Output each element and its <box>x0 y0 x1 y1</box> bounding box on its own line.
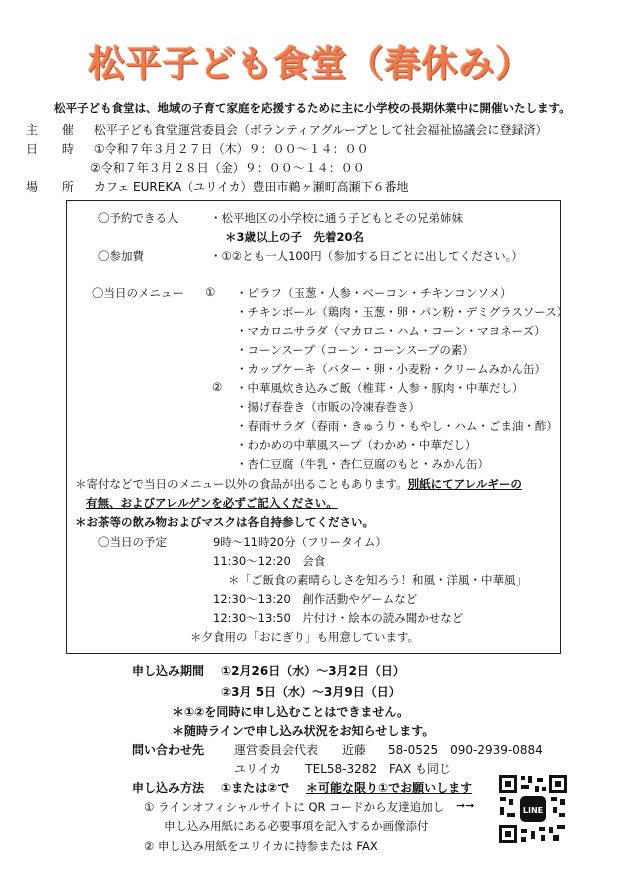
page-title: 松平子ども食堂（春休み） <box>88 44 533 85</box>
schedule-label: 〇当日の予定 <box>98 535 167 549</box>
drinks-note: ＊お茶等の飲み物およびマスクは各自持参してください。 <box>75 515 374 529</box>
menu-2-mark: ② <box>212 380 223 394</box>
contact-label: 問い合わせ先 <box>132 743 205 757</box>
contact-2: ユリイカ TEL58-3282 FAX も同じ <box>234 762 452 776</box>
menu-2-item: ・わかめの中華風スープ（わかめ・中華だし） <box>236 438 477 452</box>
menu-1-item: ・コーンスープ（コーン・コーンスープの素） <box>236 343 474 357</box>
host-row <box>26 121 548 138</box>
menu-2-item: ・春雨サラダ（春雨・きゅうり・もやし・ハム・ごま油・酢） <box>236 419 558 433</box>
method-1b: 申し込み用紙にある必要事項を記入するか画像添付 <box>164 819 429 833</box>
menu-label: 〇当日のメニュー <box>92 286 184 300</box>
place-label: 場 所 <box>26 180 84 194</box>
menu-1-mark: ① <box>205 285 216 299</box>
qr-line-text: LINE <box>522 806 544 815</box>
host-value: 松平子ども食堂運営委員会（ボランティアグループとして社会福祉協議会に登録済） <box>93 123 548 137</box>
schedule-item: 11:30～12:20 会食 <box>213 554 326 568</box>
schedule-item: 9時～11時20分（フリータイム） <box>213 535 387 549</box>
schedule-note: ＊夕食用の「おにぎり」も用意しています。 <box>190 630 420 644</box>
eligible-note: ＊3歳以上の子 先着20名 <box>225 230 365 244</box>
allergy-note: 別紙にてアレルギーの <box>407 477 522 491</box>
apply-note-1: ＊①②を同時に申し込むことはできません。 <box>172 705 410 719</box>
host-label: 主 催 <box>26 123 84 137</box>
note-donation <box>75 476 522 492</box>
method-note: ＊可能な限り①でお願いします <box>306 781 473 795</box>
place-value: カフェ EUREKA（ユリイカ）豊田市鵜ヶ瀬町高瀬下６番地 <box>93 180 409 194</box>
line-qr-code-icon[interactable] <box>497 773 569 845</box>
menu-1-item: ・カップケーキ（バター・卵・小麦粉・クリームみかん缶） <box>236 362 547 376</box>
apply-note-2: ＊随時ラインで申し込み状況をお知らせします。 <box>172 724 435 738</box>
eligible-label: 〇予約できる人 <box>98 211 179 225</box>
note-donation-text: ＊寄付などで当日のメニュー以外の食品が出ることもあります。 <box>75 477 408 491</box>
menu-1-item: ・マカロニサラダ（マカロニ・ハム・コーン・マヨネーズ） <box>236 324 546 338</box>
method-label: 申し込み方法 <box>132 781 205 795</box>
contact-1-tel: 58-0525 090-2939-0884 <box>388 743 543 757</box>
eligible-value: ・松平地区の小学校に通う子どもとその兄弟姉妹 <box>210 211 463 225</box>
schedule-item: 12:30～13:20 創作活動やゲームなど <box>213 592 418 606</box>
fee-label: 〇参加費 <box>98 249 144 263</box>
date-label: 日 時 <box>26 142 84 156</box>
schedule-item: ＊「ご飯食の素晴らしさを知ろう！和風・洋風・中華風」 <box>228 573 527 587</box>
date-1: ①令和７年３月２７日（木）９：００～１４：００ <box>93 142 369 156</box>
intro-text: 松平子ども食堂は、地域の子育て家庭を応援するために主に小学校の長期休業中に開催いたします。 <box>54 101 571 115</box>
menu-2-item: ・杏仁豆腐（牛乳・杏仁豆腐のもと・みかん缶） <box>236 457 489 471</box>
fee-value: ・①②とも一人100円（参加する日ごとに出してください。） <box>210 249 523 263</box>
period-2: ②3月 5日（水）～3月9日（日） <box>221 685 401 699</box>
menu-2-item: ・中華風炊き込みご飯（椎茸・人参・豚肉・中華だし） <box>236 381 524 395</box>
menu-1-item: ・ピラフ（玉葱・人参・ベーコン・チキンコンソメ） <box>236 286 512 300</box>
period-label: 申し込み期間 <box>132 664 205 678</box>
period-1: ①2月26日（水）～3月2日（日） <box>221 664 405 678</box>
contact-1-name: 運営委員会代表 近藤 <box>234 743 367 757</box>
method-2: ② 申し込み用紙をユリイカに持参または FAX <box>144 839 378 853</box>
method-choice: ①または②で <box>221 781 290 795</box>
menu-1-item: ・チキンボール（鶏肉・玉葱・卵・パン粉・デミグラスソース） <box>236 305 569 319</box>
schedule-item: 12:30～13:50 片付け・絵本の読み聞かせなど <box>213 611 464 625</box>
method-1: ① ラインオフィシャルサイトに QR コードから友達追加し <box>144 800 445 814</box>
menu-2-item: ・揚げ春巻き（市販の冷凍春巻き） <box>236 400 420 414</box>
allergy-note-cont: 有無、およびアレルゲンを必ずご記入ください。 <box>86 496 338 510</box>
place-row <box>26 178 408 195</box>
date-2: ②令和７年３月２８日（金）９：００～１４：００ <box>90 161 365 175</box>
date-row <box>26 140 369 157</box>
arrow-right-icon: ➞➞ <box>456 799 475 812</box>
